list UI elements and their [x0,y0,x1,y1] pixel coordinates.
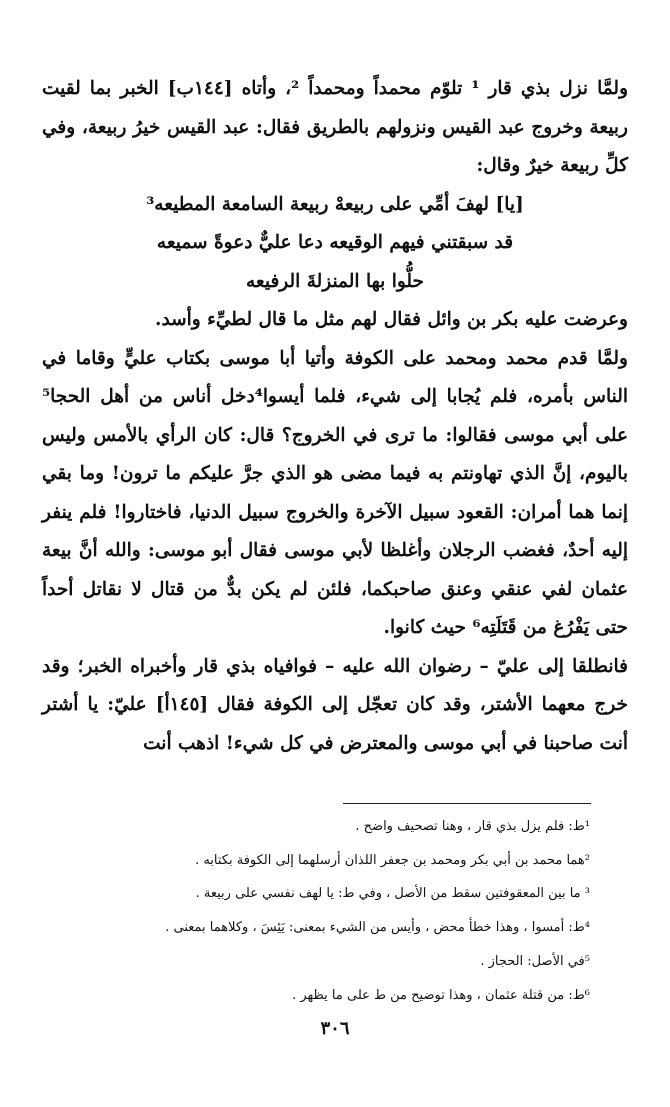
footnote-4: ⁴ط: أمسوا ، وهذا خطأ محض ، وأيس من الشيء بمعنى: يَئِسَ ، وكلاهما بمعنى . [165,920,590,936]
paragraph-3: ولمَّا قدم محمد ومحمد على الكوفة وأتيا أبا موسى بكتاب عليٍّ وقاما في الناس بأمره، فلم يُجابا إلى شيء، فلما أيسوا⁴دخل أناس من أهل الحجا⁵ على أبي موسى فقالوا: ما ترى في الخروج؟ قال: كان الرأي بالأمس وليس باليوم، إنَّ الذي تهاونتم به فيما مضى هو الذي جرَّ عليكم ما ترون! وما بقي إنما هما أمران: القعود سبيل الآخرة والخروج سبيل الدنيا، فاختاروا! فلم ينفر إليه أحدٌ، فغضب الرجلان وأغلظا لأبي موسى فقال أبو موسى: والله أنَّ بيعة عثمان لفي عنقي وعنق صاحبكما، فلئن لم يكن بدٌّ من قتال لا نقاتل أحداً حتى يَفْرُغ من قَتَلَتِه⁶ حيث كانوا. [42,347,628,638]
footnote-5: ⁵في الأصل: الحجاز . [480,953,590,969]
paragraph-2: وعرضت عليه بكر بن وائل فقال لهم مثل ما قال لطيِّء وأسد. [155,309,628,330]
footnotes [42,810,590,1012]
paragraph-1: ولمَّا نزل بذي قار ¹ تلوّم محمداً ومحمداً ²، وأتاه [١٤٤ب] الخبر بما لقيت ربيعة وخروج عبد القيس ونزولهم بالطريق فقال: عبد القيس خيرُ ربيعة، وفي كلِّ ربيعة خيرٌ وقال: [42,78,628,176]
poem-line-2: قد سبقتني فيهم الوقيعه دعا عليٌّ دعوةً سميعه [156,232,514,253]
poem-line-3: حلُّوا بها المنزلةَ الرفيعه [246,270,424,292]
paragraph-4: فانطلقا إلى عليّ – رضوان الله عليه – فوافياه بذي قار وأخبراه الخبر؛ وقد خرج معهما الأشتر، وقد كان تعجّل إلى الكوفة فقال [١٤٥أ] عليّ: يا أشتر أنت صاحبنا في أبي موسى والمعترض في كل شيء! اذهب أنت [42,655,628,754]
main-text [42,70,628,763]
footnote-6: ⁶ط: من قتلة عثمان ، وهذا توضيح من ط على ما يظهر . [292,987,590,1003]
footnote-2: ²هما محمد بن أبي بكر ومحمد بن جعفر اللذان أرسلهما إلى الكوفة بكتابه . [195,852,590,868]
footnote-1: ¹ط: فلم يزل بذي قار ، وهنا تصحيف واضح . [355,819,590,834]
footnote-divider [343,803,591,804]
poem-line-1: [يا] لهفَ أمِّي على ربيعهْ ربيعة السامعة المطيعه³ [146,193,524,215]
footnote-3: ³ ما بين المعقوفتين سقط من الأصل ، وفي ط: يا لهف نفسي على ربيعة . [195,886,590,902]
page-number: ٣٠٦ [320,1018,350,1039]
